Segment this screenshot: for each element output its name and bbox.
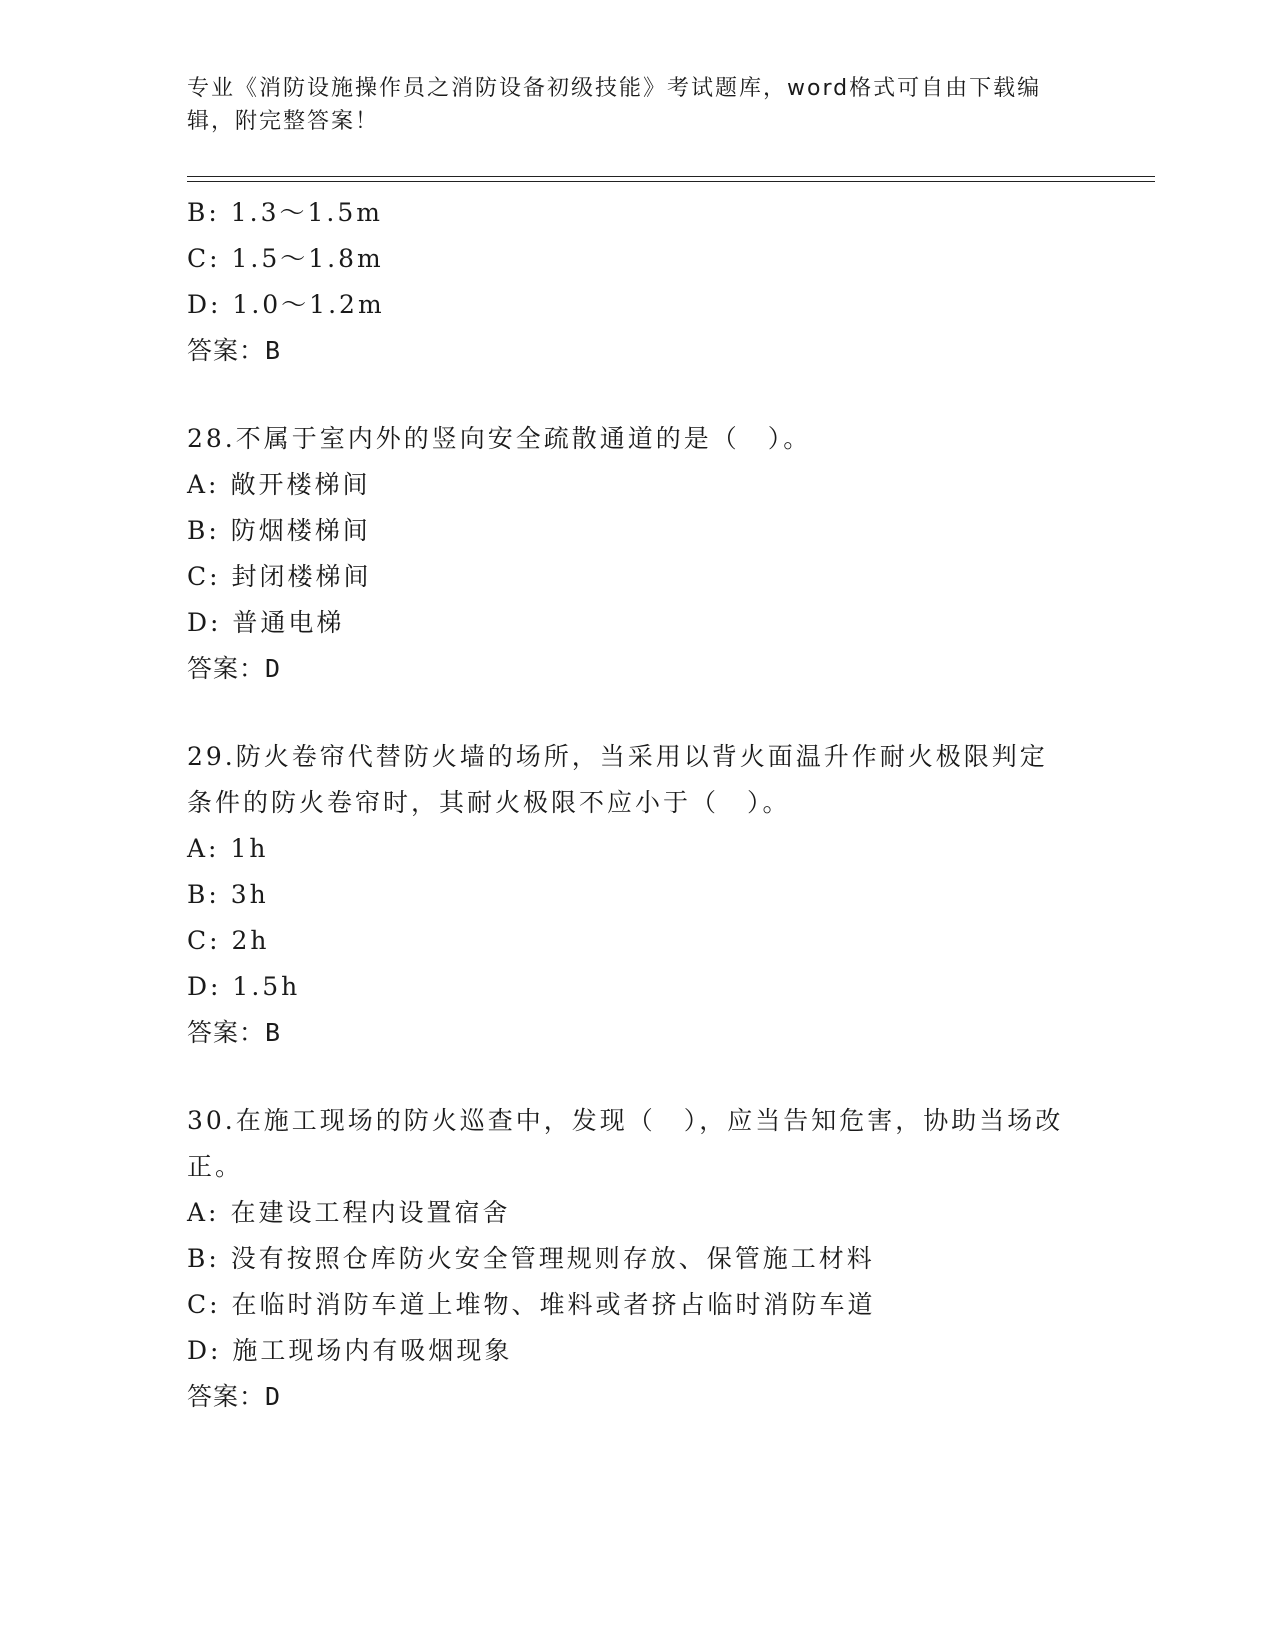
question-28 (187, 416, 1087, 692)
option-c: C: 2h (187, 926, 270, 955)
option-d: D: 1.5h (187, 972, 301, 1001)
question-stem: 29.防火卷帘代替防火墙的场所，当采用以背火面温升作耐火极限判定条件的防火卷帘时，其耐火极限不应小于（ ）。 (187, 742, 1048, 817)
question-content (187, 190, 1087, 1420)
question-30 (187, 1098, 1087, 1420)
question-29 (187, 734, 1087, 1056)
option-b: B: 1.3～1.5m (187, 198, 383, 227)
answer-line: 答案：B (187, 336, 282, 365)
option-a: A: 敞开楼梯间 (187, 470, 371, 499)
option-c: C: 封闭楼梯间 (187, 562, 372, 591)
header-divider-top (187, 176, 1155, 177)
option-c: C: 在临时消防车道上堆物、堆料或者挤占临时消防车道 (187, 1290, 876, 1319)
option-b: B: 没有按照仓库防火安全管理规则存放、保管施工材料 (187, 1244, 875, 1273)
option-d: D: 1.0～1.2m (187, 290, 385, 319)
question-stem: 28.不属于室内外的竖向安全疏散通道的是（ ）。 (187, 424, 812, 453)
option-a: A: 1h (187, 834, 269, 863)
answer-line: 答案：B (187, 1018, 282, 1047)
option-c: C: 1.5～1.8m (187, 244, 384, 273)
option-b: B: 防烟楼梯间 (187, 516, 371, 545)
option-d: D: 普通电梯 (187, 608, 345, 637)
header-divider-bottom (187, 181, 1155, 182)
answer-line: 答案：D (187, 1382, 282, 1411)
answer-line: 答案：D (187, 654, 282, 683)
document-header: 专业《消防设施操作员之消防设备初级技能》考试题库，word格式可自由下载编辑，附完整答案！ (187, 76, 1042, 134)
option-a: A: 在建设工程内设置宿舍 (187, 1198, 511, 1227)
question-stem: 30.在施工现场的防火巡查中，发现（ ），应当告知危害，协助当场改正。 (187, 1106, 1064, 1181)
prev-question-block (187, 190, 1087, 374)
option-b: B: 3h (187, 880, 269, 909)
option-d: D: 施工现场内有吸烟现象 (187, 1336, 513, 1365)
